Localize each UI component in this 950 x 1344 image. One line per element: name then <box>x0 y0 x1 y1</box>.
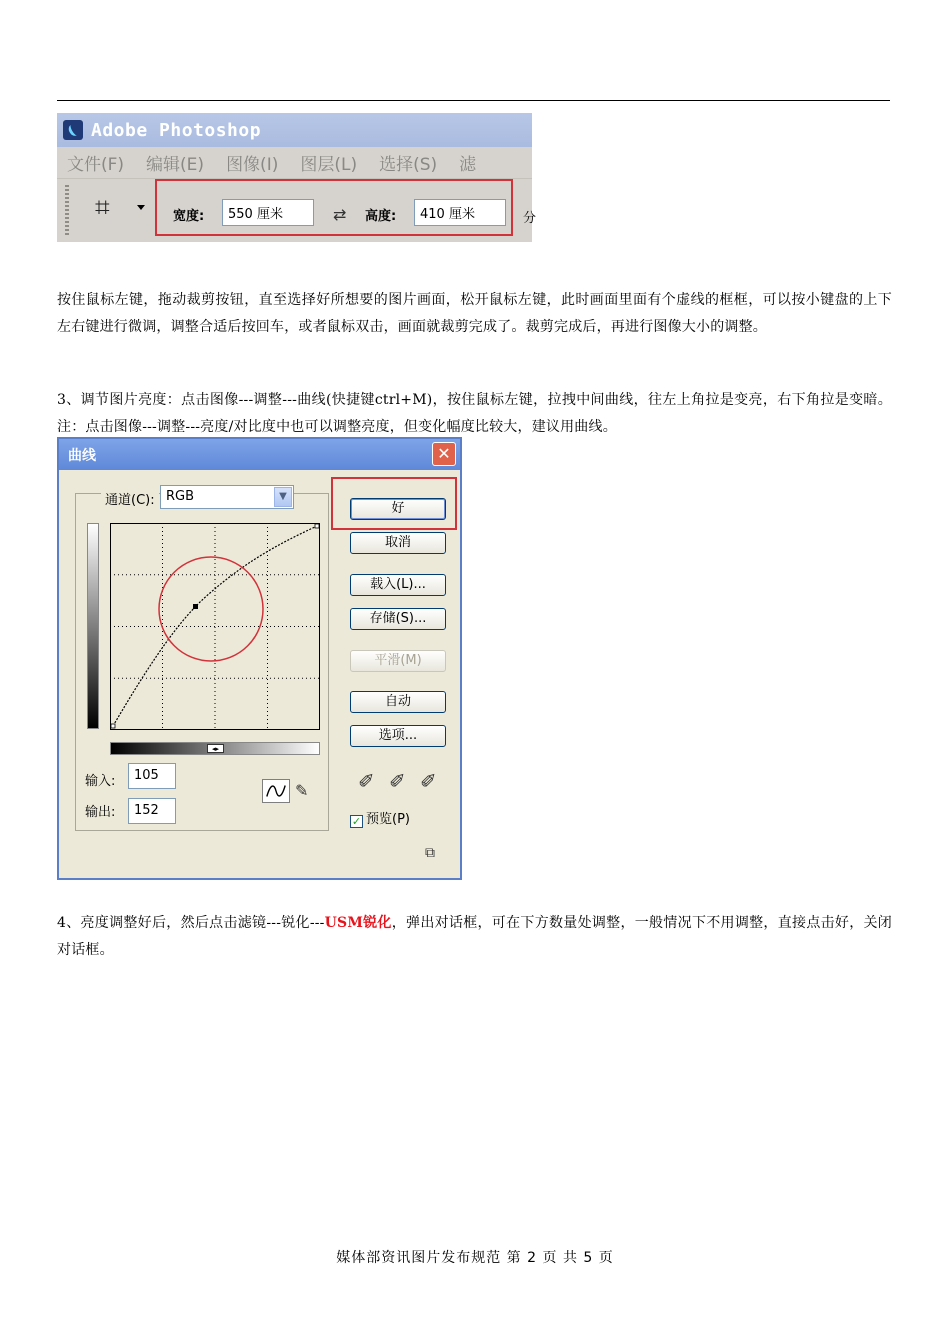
close-icon[interactable]: ✕ <box>432 442 456 466</box>
paragraph-brightness: 3、调节图片亮度：点击图像---调整---曲线(快捷键ctrl+M)，按住鼠标左键，拉拽中间曲线，往左上角拉是变亮，右下角拉是变暗。注：点击图像---调整---亮度/对比度中也可以调整亮度，但变化幅度比较大，建议用曲线。 <box>57 392 892 435</box>
photoshop-toolbar-screenshot <box>57 113 537 242</box>
ps-menu-layer[interactable]: 图层(L) <box>300 155 358 175</box>
channel-label: 通道(C): <box>101 489 159 508</box>
output-label: 输出: <box>85 805 116 820</box>
load-button[interactable]: 载入(L)... <box>350 574 446 596</box>
input-field[interactable]: 105 <box>128 763 176 789</box>
preview-label: 预览(P) <box>366 812 410 827</box>
gradient-toggle-icon[interactable]: ◂▸ <box>207 744 224 753</box>
chevron-down-icon[interactable]: ▼ <box>274 487 292 507</box>
gray-eyedropper-icon[interactable]: ✐ <box>389 769 406 793</box>
curve-graph[interactable] <box>110 523 320 730</box>
ps-title-bar <box>57 113 532 147</box>
usm-sharpen-highlight: USM锐化 <box>324 915 392 931</box>
height-label: 高度: <box>365 209 397 224</box>
width-field[interactable]: 550 厘米 <box>222 199 314 226</box>
ps-menu-bar <box>57 147 532 179</box>
input-label: 输入: <box>85 774 116 789</box>
curves-dialog <box>57 437 462 880</box>
white-eyedropper-icon[interactable]: ✐ <box>420 769 437 793</box>
swap-icon[interactable]: ⇄ <box>333 205 347 224</box>
preview-checkbox[interactable] <box>350 808 410 828</box>
cancel-button[interactable]: 取消 <box>350 532 446 554</box>
height-field[interactable]: 410 厘米 <box>414 199 506 226</box>
top-rule <box>57 100 890 101</box>
pencil-icon[interactable]: ✎ <box>295 781 309 800</box>
toolbar-grip[interactable] <box>65 185 69 235</box>
ps-menu-edit[interactable]: 编辑(E) <box>146 155 205 175</box>
channel-select[interactable] <box>160 485 294 509</box>
ps-title: Adobe Photoshop <box>91 119 262 141</box>
output-gradient-bar <box>87 523 99 729</box>
size-highlight-box <box>155 179 513 236</box>
black-eyedropper-icon[interactable]: ✐ <box>358 769 375 793</box>
options-button[interactable]: 选项... <box>350 725 446 747</box>
ps-menu-filter[interactable]: 滤 <box>459 155 477 175</box>
output-field[interactable]: 152 <box>128 798 176 824</box>
page-footer: 媒体部资讯图片发布规范 第 2 页 共 5 页 <box>336 1250 614 1266</box>
tool-preset-arrow-icon[interactable] <box>137 205 145 210</box>
curve-tool-icon[interactable] <box>262 779 290 803</box>
smooth-button: 平滑(M) <box>350 650 446 672</box>
dialog-title-bar <box>59 439 460 470</box>
auto-button[interactable]: 自动 <box>350 691 446 713</box>
ok-button[interactable]: 好 <box>350 498 446 520</box>
ps-menu-select[interactable]: 选择(S) <box>379 155 438 175</box>
cut-off-char: 分 <box>523 211 537 226</box>
sharpen-text-before: 4、亮度调整好后，然后点击滤镜---锐化--- <box>57 915 325 931</box>
checkmark-icon: ✓ <box>351 815 362 828</box>
photoshop-logo-icon <box>63 120 83 140</box>
ps-menu-file[interactable]: 文件(F) <box>67 155 125 175</box>
crop-tool-icon[interactable]: ⌗ <box>95 193 110 223</box>
paragraph-crop: 按住鼠标左键，拖动裁剪按钮，直至选择好所想要的图片画面，松开鼠标左键，此时画面里面有个虚线的框框，可以按小键盘的上下左右键进行微调，调整合适后按回车，或者鼠标双击，画面就裁剪完成了。裁剪完成后，再进行图像大小的调整。 <box>57 292 892 335</box>
channel-value: RGB <box>166 489 195 504</box>
resize-icon[interactable]: ⧉ <box>425 845 435 861</box>
input-gradient-bar <box>110 742 320 755</box>
width-label: 宽度: <box>173 209 205 224</box>
ps-menu-image[interactable]: 图像(I) <box>226 155 279 175</box>
dialog-title: 曲线 <box>68 448 96 464</box>
paragraph-sharpen <box>57 910 892 964</box>
save-button[interactable]: 存储(S)... <box>350 608 446 630</box>
sharpen-text-after: ，弹出对话框，可在下方数量处调整，一般情况下不用调整，直接点击好，关闭对话框。 <box>57 915 892 958</box>
